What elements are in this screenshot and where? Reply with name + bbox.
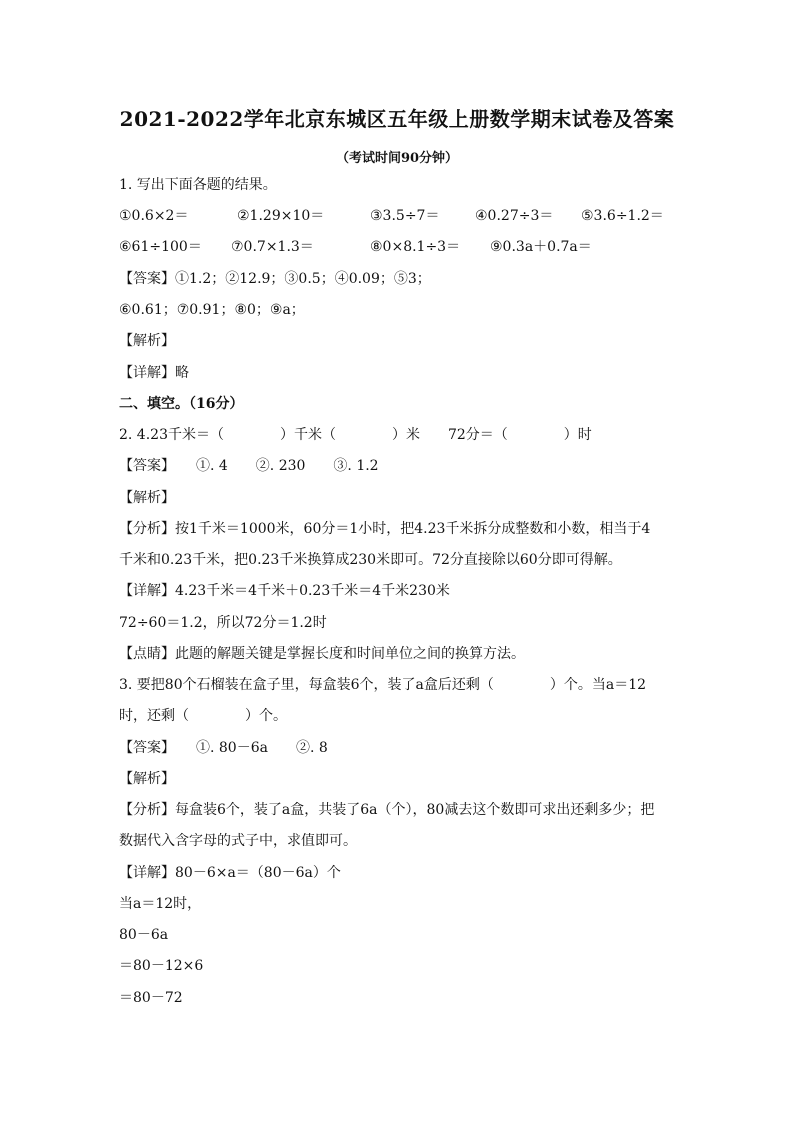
q2-analysis: 【解析】 [119, 490, 175, 506]
q3-detail-line-2: 当a＝12时， [119, 896, 202, 912]
q2-detail-line-2: 72÷60＝1.2，所以72分＝1.2时 [119, 615, 327, 631]
q1-item-9: ⑨0.3a＋0.7a＝ [490, 239, 592, 255]
section-2-heading: 二、填空。（16分） [119, 396, 244, 412]
q3-detail-line-3: 80－6a [119, 927, 169, 943]
q2-prompt: 2. 4.23千米＝（ ）千米（ ）米 72分＝（ ）时 [119, 427, 592, 443]
document-title: 2021-2022学年北京东城区五年级上册数学期末试卷及答案 [119, 107, 675, 131]
q2-fenxi-line-1: 【分析】按1千米＝1000米，60分＝1小时，把4.23千米拆分成整数和小数，相当于4 [119, 521, 651, 537]
q3-prompt-line-1: 3. 要把80个石榴装在盒子里，每盒装6个，装了a盒后还剩（ ）个。当a＝12 [119, 677, 647, 693]
q2-fenxi-line-2: 千米和0.23千米，把0.23千米换算成230米即可。72分直接除以60分即可得解。 [119, 552, 622, 568]
q1-detail: 【详解】略 [119, 365, 189, 381]
q1-answer-line-2: ⑥0.61；⑦0.91；⑧0；⑨a； [119, 302, 305, 318]
q3-prompt-line-2: 时，还剩（ ）个。 [119, 708, 287, 724]
q1-answer-line-1: 【答案】①1.2；②12.9；③0.5；④0.09；⑤3； [119, 271, 431, 287]
q1-item-4: ④0.27÷3＝ [475, 208, 554, 224]
q1-item-3: ③3.5÷7＝ [370, 208, 440, 224]
q3-answer: 【答案】 ①. 80－6a ②. 8 [119, 740, 328, 756]
q3-detail-line-5: ＝80－72 [119, 990, 183, 1006]
q3-fenxi-line-1: 【分析】每盒装6个，装了a盒，共装了6a（个），80减去这个数即可求出还剩多少；把 [119, 802, 655, 818]
q1-item-7: ⑦0.7×1.3＝ [231, 239, 314, 255]
q2-answer: 【答案】 ①. 4 ②. 230 ③. 1.2 [119, 458, 379, 474]
q1-item-5: ⑤3.6÷1.2＝ [581, 208, 664, 224]
q1-item-8: ⑧0×8.1÷3＝ [370, 239, 461, 255]
q3-detail-line-1: 【详解】80－6×a＝（80－6a）个 [119, 865, 341, 881]
q1-prompt: 1. 写出下面各题的结果。 [119, 177, 277, 193]
q3-detail-line-4: ＝80－12×6 [119, 958, 204, 974]
q1-analysis: 【解析】 [119, 333, 175, 349]
q1-item-6: ⑥61÷100＝ [119, 239, 202, 255]
q2-dianjing: 【点睛】此题的解题关键是掌握长度和时间单位之间的换算方法。 [119, 646, 525, 662]
q1-item-2: ②1.29×10＝ [237, 208, 325, 224]
q3-analysis: 【解析】 [119, 771, 175, 787]
q1-item-1: ①0.6×2＝ [119, 208, 189, 224]
q3-fenxi-line-2: 数据代入含字母的式子中，求值即可。 [119, 833, 357, 849]
q2-detail-line-1: 【详解】4.23千米＝4千米＋0.23千米＝4千米230米 [119, 583, 450, 599]
exam-duration: （考试时间90分钟） [335, 151, 459, 166]
